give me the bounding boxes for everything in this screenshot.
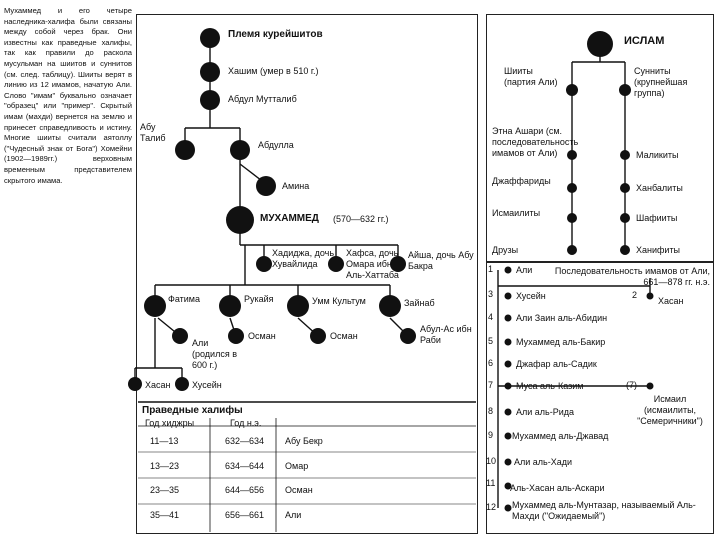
label-abul-as: Абул-Ас ибн Раби <box>420 324 472 345</box>
imam-2-number: 2 <box>632 290 638 300</box>
label-husein: Хусейн <box>192 380 222 390</box>
caliph-row-1-ad: 632—634 <box>225 436 265 446</box>
imam-2-name: Хасан <box>658 296 684 306</box>
label-osman2: Осман <box>330 331 358 341</box>
sunni-branch-1: Маликиты <box>636 150 679 160</box>
imam-6-name: Джафар аль-Садик <box>516 359 597 369</box>
caliphs-title: Праведные халифы <box>142 405 243 416</box>
label-muhammad: МУХАММЕД <box>260 213 319 224</box>
caliph-row-3-ad: 644—656 <box>225 485 265 495</box>
intro-text: Мухаммед и его четыре наследника-халифа были связаны между собой через брак. Они известны как праведные халифы, так как правили до раскола мусульман на шиитов и суннитов (см. след. таблицу). Шииты верят в линию из 12 имамов, начатую Али. Слово "имам" буквально означает "образец" или "пример". Скрытый имам (махди) вернется на землю и принесет справедливость и истину. Многие шииты считали аятоллу ("Чудесный знак от Бога") Хомейни (1902—1989гг.) верховным временным представителем скрытого имама. <box>4 6 132 185</box>
imam-8-name: Али аль-Рида <box>516 407 575 417</box>
caliph-row-4-name: Али <box>285 510 302 520</box>
shia-branch-1: Этна Ашари (см. последовательность имамов от Али) <box>492 126 579 158</box>
caliph-row-2-hijra: 13—23 <box>150 461 180 471</box>
label-umm-kulthum: Умм Культум <box>312 296 366 306</box>
sunni-branch-4: Ханифиты <box>636 245 681 255</box>
imam-5-name: Мухаммед аль-Бакир <box>516 337 606 347</box>
sunni-branch-3: Шафииты <box>636 213 678 223</box>
caliph-row-2-ad: 634—644 <box>225 461 265 471</box>
caliphs-col-ad: Год н.э. <box>230 418 262 428</box>
sunni-branch-2: Ханбалиты <box>636 183 683 193</box>
label-tribe: Племя курейшитов <box>228 29 323 40</box>
imam-4-number: 4 <box>488 312 494 322</box>
imam-3-number: 3 <box>488 289 494 299</box>
imam-5-number: 5 <box>488 336 494 346</box>
imam-11-number: 11 <box>486 478 496 488</box>
imam-9-number: 9 <box>488 430 494 440</box>
imam-4-name: Али Заин аль-Абидин <box>516 313 608 323</box>
caliph-row-4-ad: 656—661 <box>225 510 265 520</box>
imam-9-name: Мухаммед аль-Джавад <box>512 431 609 441</box>
caliphs-col-hijra: Год хиджры <box>145 418 195 428</box>
label-amina: Амина <box>282 181 310 191</box>
imam-7-branch-name: Исмаил (исмаилиты, "Семеричники") <box>637 394 703 426</box>
caliph-row-3-hijra: 23—35 <box>150 485 180 495</box>
label-abu-talib: Абу Талиб <box>140 122 166 143</box>
label-ali: Али (родился в 600 г.) <box>192 338 237 370</box>
islam-title: ИСЛАМ <box>624 35 665 47</box>
imam-6-number: 6 <box>488 358 494 368</box>
label-khadija: Хадиджа, дочь Хувайлида <box>272 248 335 269</box>
label-muhammad-years: (570—632 гг.) <box>333 214 389 224</box>
imam-8-number: 8 <box>488 406 494 416</box>
imams-title: Последовательность имамов от Али, 661—878 гг. н.э. <box>554 266 710 287</box>
shia-branch-3: Исмаилиты <box>492 208 541 218</box>
caliph-row-4-hijra: 35—41 <box>150 510 180 520</box>
imam-12-number: 12 <box>486 502 497 512</box>
imam-7-number: 7 <box>488 380 494 390</box>
imam-7-name: Муса аль-Казим <box>516 381 584 391</box>
label-hasan: Хасан <box>145 380 171 390</box>
label-zainab: Зайнаб <box>404 298 435 308</box>
label-aisha: Айша, дочь Абу Бакра <box>408 250 474 271</box>
imam-11-name: Аль-Хасан аль-Аскари <box>510 483 605 493</box>
label-ruqaya: Рукайя <box>244 294 274 304</box>
label-hashim: Хашим (умер в 510 г.) <box>228 66 319 76</box>
caliph-row-2-name: Омар <box>285 461 309 471</box>
shiites-label: Шииты (партия Али) <box>504 66 558 87</box>
sunnites-label: Сунниты (крупнейшая группа) <box>634 66 688 98</box>
caliph-row-1-hijra: 11—13 <box>150 436 179 446</box>
caliph-row-3-name: Осман <box>285 485 313 495</box>
shia-branch-4: Друзы <box>492 245 519 255</box>
imam-1-name: Али <box>516 265 533 275</box>
imam-7-branch-number: (7) <box>626 380 637 390</box>
label-abdulla: Абдулла <box>258 140 294 150</box>
imam-1-number: 1 <box>488 264 494 274</box>
label-osman1: Осман <box>248 331 276 341</box>
caliph-row-1-name: Абу Бекр <box>285 436 323 446</box>
label-hafsa: Хафса, дочь Омара ибн Аль-Хаттаба <box>346 248 399 280</box>
imam-10-name: Али аль-Хади <box>514 457 573 467</box>
label-abdul-muttalib: Абдул Мутталиб <box>228 94 297 104</box>
imam-3-name: Хусейн <box>516 291 546 301</box>
imam-12-name: Мухаммед аль-Мунтазар, называемый Аль-Махди ("Ожидаемый") <box>512 500 696 521</box>
label-fatima: Фатима <box>168 294 200 304</box>
imam-10-number: 10 <box>486 456 497 466</box>
shia-branch-2: Джаффариды <box>492 176 551 186</box>
